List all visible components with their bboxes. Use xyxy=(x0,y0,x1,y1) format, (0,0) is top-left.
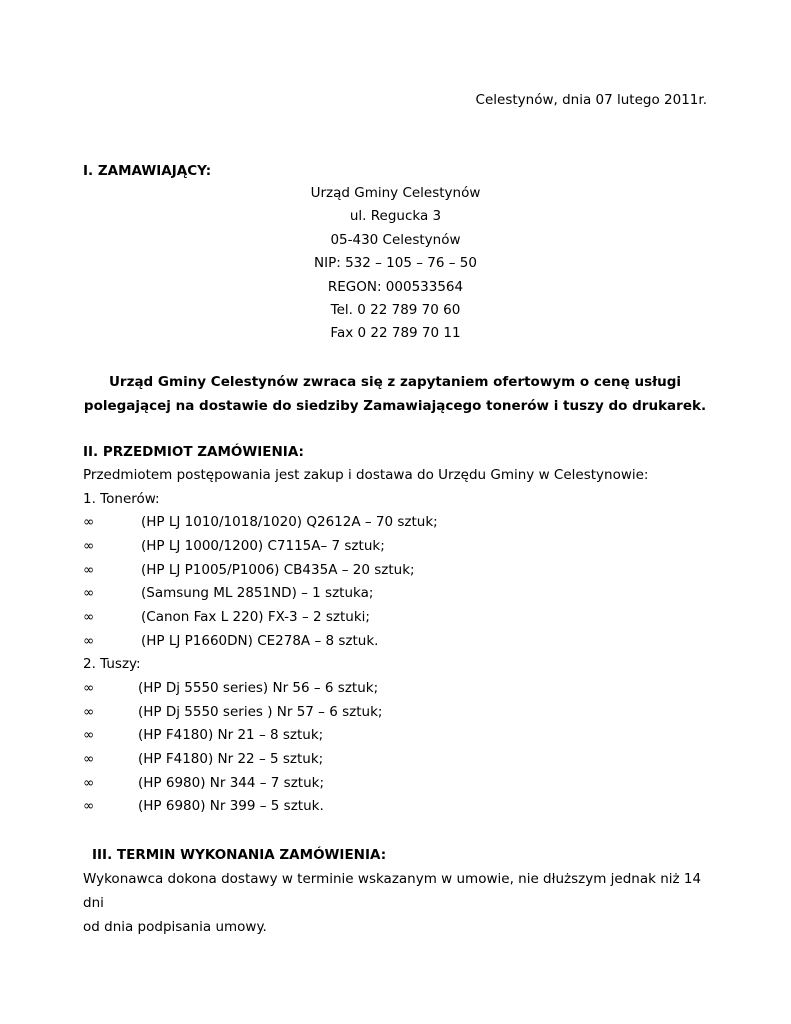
toner-item xyxy=(83,609,370,625)
address-line: NIP: 532 – 105 – 76 – 50 xyxy=(314,255,477,272)
toner-item xyxy=(83,562,415,578)
section3-text xyxy=(83,867,713,939)
bullet-symbol: ∞ xyxy=(83,798,95,814)
ink-item xyxy=(83,727,323,743)
toner-item-text: (HP LJ P1005/P1006) CB435A – 20 sztuk; xyxy=(141,562,415,578)
toner-item xyxy=(83,633,378,649)
toner-item-text: (HP LJ P1660DN) CE278A – 8 sztuk. xyxy=(141,633,379,649)
request-line: Urząd Gminy Celestynów zwraca się z zapytaniem ofertowym o cenę usługi xyxy=(108,374,682,390)
ink-item-text: (HP Dj 5550 series) Nr 56 – 6 sztuk; xyxy=(138,680,379,696)
bullet-symbol: ∞ xyxy=(83,727,95,743)
address-line: REGON: 000533564 xyxy=(327,278,464,295)
bullet-symbol: ∞ xyxy=(83,751,95,767)
contracting-authority-address xyxy=(0,182,791,346)
request-line: polegającej na dostawie do siedziby Zamawiającego tonerów i tuszy do drukarek. xyxy=(83,398,707,414)
ink-item xyxy=(83,680,378,696)
request-statement xyxy=(60,370,730,418)
ink-item-text: (HP F4180) Nr 21 – 8 sztuk; xyxy=(138,727,324,743)
date-line: Celestynów, dnia 07 lutego 2011r. xyxy=(475,92,707,108)
bullet-symbol: ∞ xyxy=(83,538,95,554)
address-line: ul. Regucka 3 xyxy=(349,208,442,225)
bullet-symbol: ∞ xyxy=(83,704,95,720)
toner-item-text: (HP LJ 1010/1018/1020) Q2612A – 70 sztuk; xyxy=(141,514,438,530)
toners-label: 1. Tonerów: xyxy=(83,491,160,507)
bullet-symbol: ∞ xyxy=(83,775,95,791)
ink-item-text: (HP Dj 5550 series ) Nr 57 – 6 sztuk; xyxy=(138,704,383,720)
section3-heading: III. TERMIN WYKONANIA ZAMÓWIENIA: xyxy=(92,847,387,863)
bullet-symbol: ∞ xyxy=(83,514,95,530)
bullet-symbol: ∞ xyxy=(83,633,95,649)
ink-item-text: (HP 6980) Nr 399 – 5 sztuk. xyxy=(138,798,324,814)
ink-item-text: (HP 6980) Nr 344 – 7 sztuk; xyxy=(138,775,325,791)
address-line: 05-430 Celestynów xyxy=(330,231,461,248)
address-line: Tel. 0 22 789 70 60 xyxy=(330,301,461,318)
address-line: Fax 0 22 789 70 11 xyxy=(330,325,461,342)
toner-item-text: (Samsung ML 2851ND) – 1 sztuka; xyxy=(141,585,374,601)
bullet-symbol: ∞ xyxy=(83,680,95,696)
section2-heading: II. PRZEDMIOT ZAMÓWIENIA: xyxy=(83,444,304,460)
ink-item xyxy=(83,704,382,720)
inks-label: 2. Tuszy: xyxy=(83,656,141,672)
toner-item xyxy=(83,538,385,554)
toner-item-text: (HP LJ 1000/1200) C7115A– 7 sztuk; xyxy=(141,538,385,554)
toner-item xyxy=(83,514,438,530)
toner-item xyxy=(83,585,373,601)
toner-item-text: (Canon Fax L 220) FX-3 – 2 sztuki; xyxy=(141,609,370,625)
bullet-symbol: ∞ xyxy=(83,562,95,578)
bullet-symbol: ∞ xyxy=(83,609,95,625)
section2-intro: Przedmiotem postępowania jest zakup i dostawa do Urzędu Gminy w Celestynowie: xyxy=(83,467,649,483)
ink-item xyxy=(83,798,324,814)
address-line: Urząd Gminy Celestynów xyxy=(310,185,481,201)
ink-item xyxy=(83,775,324,791)
section3-line: od dnia podpisania umowy. xyxy=(83,919,267,935)
ink-item xyxy=(83,751,323,767)
ink-item-text: (HP F4180) Nr 22 – 5 sztuk; xyxy=(138,751,324,767)
section3-line: Wykonawca dokona dostawy w terminie wskazanym w umowie, nie dłuższym jednak niż 14 dni xyxy=(83,871,702,911)
bullet-symbol: ∞ xyxy=(83,585,95,601)
section1-heading: I. ZAMAWIAJĄCY: xyxy=(83,163,212,179)
